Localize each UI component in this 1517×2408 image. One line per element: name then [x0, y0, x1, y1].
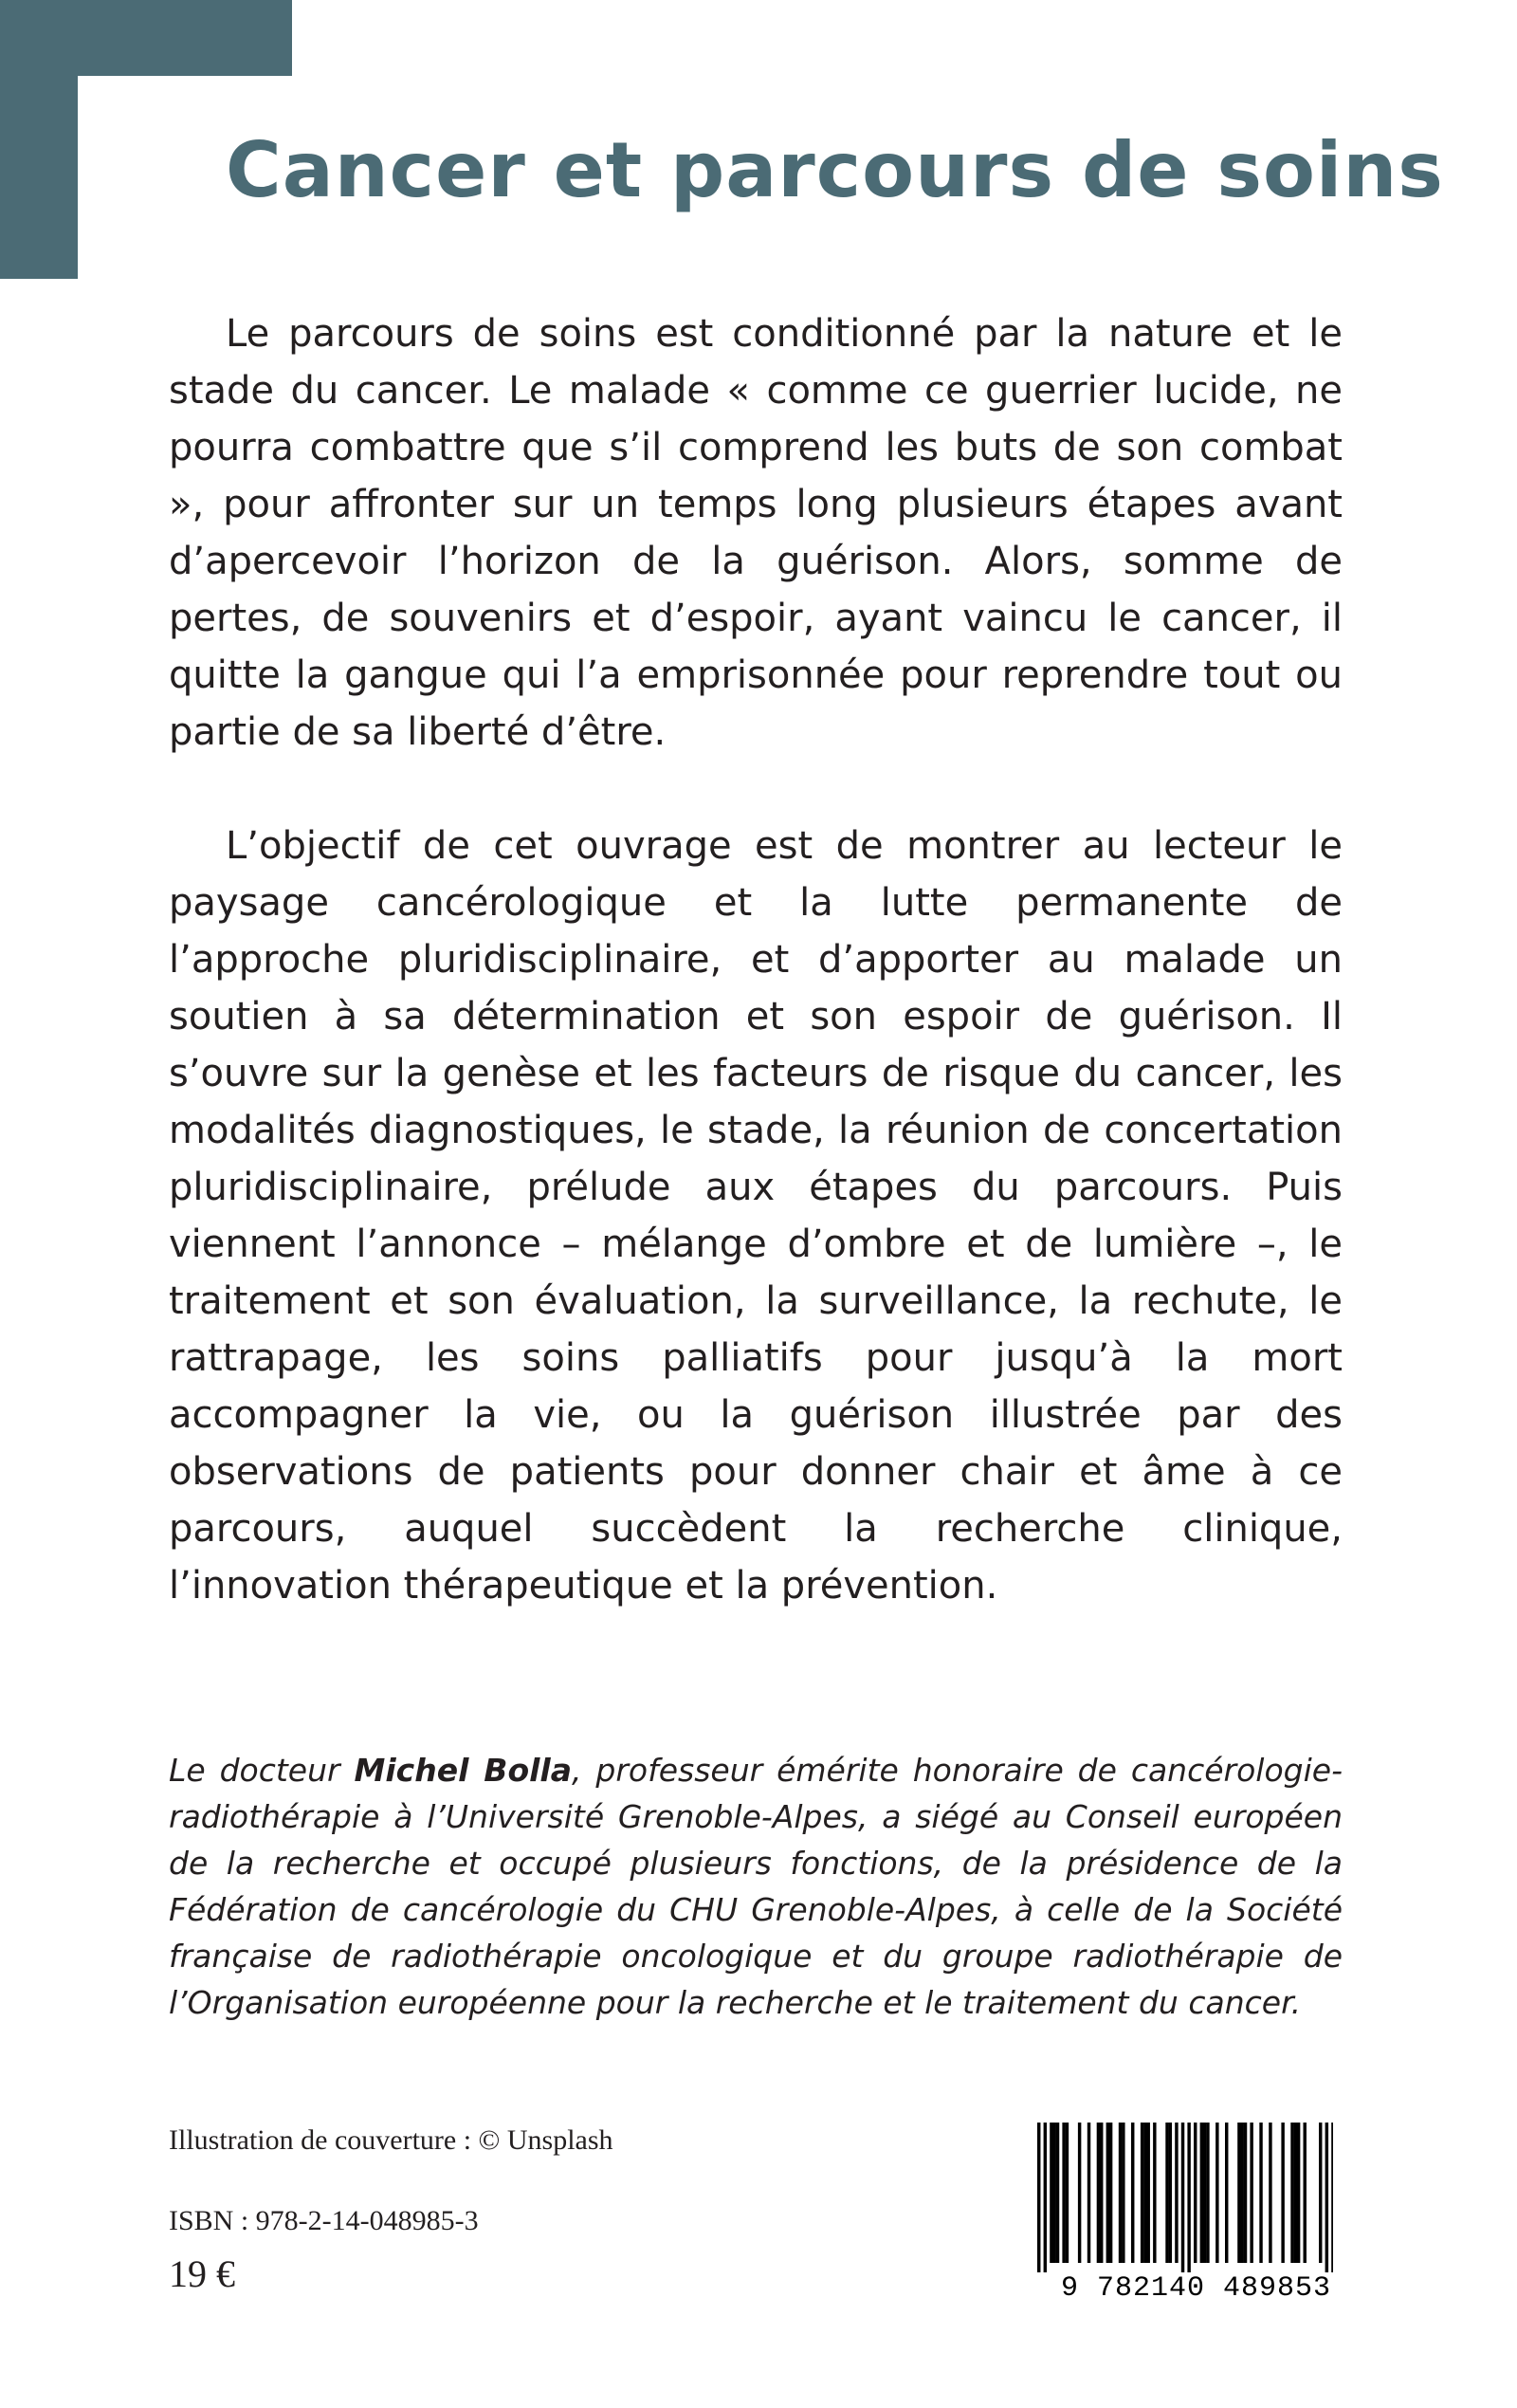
author-bio-prefix: Le docteur — [169, 1752, 355, 1789]
barcode-bar — [1194, 2123, 1197, 2263]
barcode-bar — [1109, 2123, 1112, 2263]
cover-credit: Illustration de couverture : © Unsplash — [169, 2124, 613, 2156]
barcode-bar — [1297, 2123, 1300, 2263]
barcode-digits: 9 782140 489853 — [1060, 2272, 1331, 2299]
barcode-bar — [1053, 2123, 1056, 2263]
barcode-bar — [1181, 2123, 1184, 2272]
barcode-bar — [1037, 2123, 1040, 2272]
barcode-bar — [1100, 2123, 1103, 2263]
barcode-bar — [1169, 2123, 1172, 2263]
barcode-bar — [1225, 2123, 1228, 2263]
barcode-bar — [1141, 2123, 1143, 2263]
barcode-bar — [1325, 2123, 1328, 2272]
summary-paragraph-1: Le parcours de soins est conditionné par la nature et le stade du cancer. Le malade « comme ce guerrier lucide, ne pourra combattre que s’il comprend les buts de son combat », pour affronter sur un temps long plusieurs étapes avant d’apercevoir l’horizon de la guérison. Alors, somme de pertes, de souvenirs et d’espoir, ayant vaincu le cancer, il quitte la gangue qui l’a emprisonnée pour reprendre tout ou partie de sa liberté d’être. — [169, 312, 1343, 754]
barcode-bar — [1119, 2123, 1122, 2263]
barcode-bar — [1203, 2123, 1206, 2263]
barcode-bar — [1106, 2123, 1109, 2263]
barcode-bar — [1044, 2123, 1047, 2272]
book-title: Cancer et parcours de soins — [226, 126, 1444, 214]
barcode-bar — [1206, 2123, 1209, 2263]
barcode-bar — [1050, 2123, 1052, 2263]
barcode-bar — [1241, 2123, 1244, 2263]
barcode-bar — [1244, 2123, 1247, 2263]
barcode-bar — [1062, 2123, 1065, 2263]
author-bio — [169, 1747, 1343, 2026]
barcode-bar — [1175, 2123, 1178, 2263]
barcode-bar — [1319, 2123, 1322, 2263]
barcode-bar — [1122, 2123, 1124, 2263]
barcode-bar — [1269, 2123, 1271, 2263]
barcode-bar — [1097, 2123, 1100, 2263]
barcode-bar — [1290, 2123, 1293, 2263]
barcode-bar — [1066, 2123, 1069, 2263]
author-name: Michel Bolla — [354, 1752, 573, 1789]
summary-paragraph-2: L’objectif de cet ouvrage est de montrer au lecteur le paysage cancérologique et la lutte permanente de l’approche pluridisciplinaire, et d’apporter au malade un soutien à sa détermination et son espoir de guérison. Il s’ouvre sur la genèse et les facteurs de risque du cancer, les modalités diagnostiques, le stade, la réunion de concertation pluridisciplinaire, prélude aux étapes du parcours. Puis viennent l’annonce – mélange d’ombre et de lumière –, le traitement et son évaluation, la surveillance, la rechute, le rattrapage, les soins palliatifs pour jusqu’à la mort accompagner la vie, ou la guérison illustrée par des observations de patients pour donner chair et âme à ce parcours, auquel succèdent la recherche clinique, l’innovation thérapeutique et la prévention. — [169, 824, 1343, 1608]
barcode-bar — [1331, 2123, 1333, 2272]
barcode-bar — [1056, 2123, 1059, 2263]
barcode — [1030, 2123, 1333, 2299]
ean13-barcode-icon — [1030, 2123, 1333, 2299]
barcode-bar — [1087, 2123, 1090, 2263]
corner-accent-vertical — [0, 0, 78, 279]
barcode-bar — [1294, 2123, 1297, 2263]
barcode-bar — [1165, 2123, 1168, 2263]
barcode-bar — [1237, 2123, 1240, 2263]
barcode-bar — [1078, 2123, 1081, 2263]
author-bio-text: , professeur émérite honoraire de cancérologie-radiothérapie à l’Université Grenoble-Alpes, a siégé au Conseil européen de la recherche et occupé plusieurs fonctions, de la présidence de la Fédération de cancérologie du CHU Grenoble-Alpes, à celle de la Société française de radiothérapie oncologique et du groupe radiothérapie de l’Organisation européenne pour la recherche et le traitement du cancer. — [169, 1752, 1343, 2021]
barcode-bar — [1250, 2123, 1252, 2263]
isbn: ISBN : 978-2-14-048985-3 — [169, 2205, 479, 2236]
barcode-bar — [1187, 2123, 1190, 2272]
barcode-bar — [1147, 2123, 1150, 2263]
barcode-bar — [1200, 2123, 1203, 2263]
barcode-bar — [1304, 2123, 1307, 2263]
price: 19 € — [169, 2252, 235, 2295]
barcode-bar — [1259, 2123, 1262, 2263]
barcode-bar — [1281, 2123, 1284, 2263]
barcode-bar — [1131, 2123, 1134, 2263]
barcode-bar — [1153, 2123, 1156, 2263]
barcode-bar — [1143, 2123, 1146, 2263]
barcode-bar — [1215, 2123, 1218, 2263]
